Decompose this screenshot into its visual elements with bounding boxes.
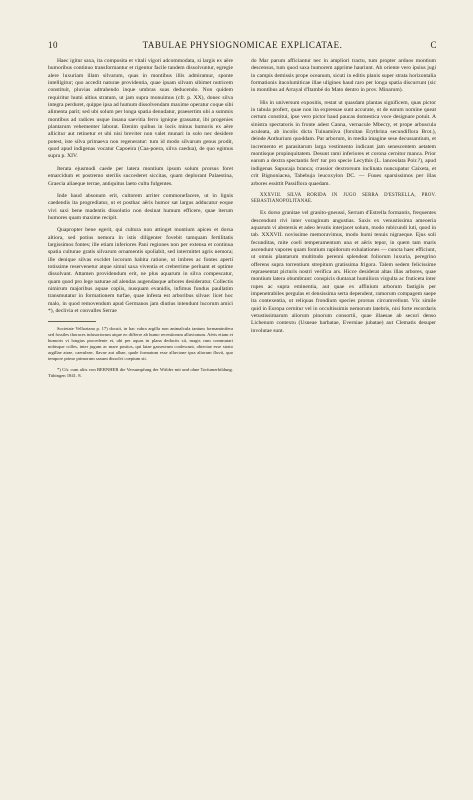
footnote: *) Cfr. cum aliis von BERNHER die Versumpfung der Wälder mit und ohne Torfumerbildung. Tübingen 1841. 8. (48, 367, 233, 379)
footnote-rule (48, 321, 96, 322)
section-heading: XXXVIII. SILVA RORIDA IN JUGO SERRA D'ESTRELLA, PROV. SEBASTIANOPOLITANAE. (251, 192, 436, 205)
paragraph: Ex dorso granitae vel granito-gneussi, Serram d'Estrella formantis, frequentes descendunt rivi inter voraginum angustias. Saxis ex venustissima ameoeria aquarum vi abstersis et adeo levatis interjacet solum, modo rubicundi luti, quod in tab. XXXVII. novissime memoravimus, modo humi tenuis nigraeque. Ejus soli fecunditas, mite coeli temperamentum una et aëris tepor, in quem tam maris ascendunt vapores quam fontium rapidorum exhalationes — cuncta haec efficiunt, ut omnis plantarum multitudo perenni splendeat foliorum luxuria, peregrino offerens supra torrentium strepitum gratissima frigora. Talem sedem felicissime repraesentat picturis nostri verifica ars. Hicce desiderat altas illas arbores, quae montium latera obumbrant: conspicis duntaxat humiliora virgulta ac fruticeta inter rupes ac supra eminentia, aut quae ex affinium arborum fastigiis per impenetrabiles pergulas et densissima serta dependent, ramorum compagem saepe ita contexentia, ut reliquas frondium species prorsus circumveliunt. Vix simile quid in Europa cernitur vel in occultissimis nemorum latebris, nisi forte recordaris vetustissimarum aliorum pinorum consortii, quae illaesae ab securi denso Lichenum contextu (Usneae barbatae, Everniae jubatae) aut Clematis desuper involutae sunt. (251, 210, 436, 334)
footnote: Societate Velloziana p. 17) docuit, in hac rubra argilla non animalcula tantum formaminifera sed fossiles thoraces infusoriorum atque eo differre ab humo recentiorum alluvionum. Aëris etiam et humoris vi longius procedente et, ubi per aquas in plana deductis sit, magis cum commutari nobisque colles, inter jugum ac mare positos, qui latae gasseorum coalescunt, obtectae esse strato argillae atrae, caeruleae, flavae aut albae, quale formatum esse alluvione ipsa aliorum fluvii, quo tempore primo primorum saxum dissolvi coeptum sit. (48, 326, 233, 362)
page-number: 10 (48, 40, 58, 50)
left-column (48, 58, 233, 384)
signature-mark: C (430, 40, 437, 50)
paragraph: His in universum expositis, restat ut quasdam plantas significem, quas pictor in tabula profert, quae non ita expressae sunt accurate, ut de earum nomine queat certum constitui, ipse vero pictor haud paucas domestica voce designare potuit. A sinistra spectatoris in fronte adest Canna, vernacule Mbecry, et prope arbuscula aculeata, ab incolis dicta Tuinamüva (forsitan Erythrina secundiflora Brot.), deinde Anthurium quoddam. Par arborum, in media imagine sese decussantium, et incremento et parasitarum larga vestimento indicant jam senescentem aetatem montisque propinquitatem. Desunt rami inferiores et corona cernitur manca. Prior earum a dextra spectantis fert' tur pro specie Lecythis (L. lanceolata Poir.?), apud indigenas Sapucaja branca; crassior dextrorsum inclinata nuncupatur Caixeta, et crit Bignoniacea, Tabebuja leucoxylon DC. — Fuues sparsissimos per illas arbores essittit Passiflora quaedam. (251, 99, 436, 187)
paragraph: Inde haud absonum erit, cultorem arriter commonefacere, ut in lignis caedendis ita progrediatur, ut et posthac aëris humor sat largus adducatur eoque vivi saxi bene madentis dissolutio non desinat humum efficere, quae iterum humores quam maxime recipit. (48, 192, 233, 221)
right-column (251, 58, 436, 340)
paragraph: Haec igitur saxa, ita composita et vitali vigori adcommodata, si largis ex aëre humoribus continuo transformantur et rigentur facile tandem dissolvuntur, egregie alere luxuriam illam silvarum, quas in montibus illis admiramur, sponte intelligitur; quo accedit naturae providentia, quae ipsam silvam sibimet nutricem constituit, pluvias adtrahendo inque umbras suas deducendo. Non quidem requiritur humi altius stratum, ut jam supra monuimus (cfr. p. XX), donec silva integra perduret, quippe ipsa ad humum dissolvendam maxime operatur coque sibi alimenta parit; sed ubi solum per longa spatia denudatur, praesertim ubi a summis montibus ad radices usque insana saevitia ferro igniqne grassatur, ibi progenies plantarum vehementer laborat. Etenim quibus in locis minus humoris ex aëre allicitur aut retinetur et ubi nisi breviter non valet munari in solo nec desidere potest, iste silva primaeva non regeneratur: tum id modo silvarum genus prodit, quod apud indigenas vocatur Capoeira (Caa-poera, silva caedua), de quo egimus supra p. XIV. (48, 58, 234, 160)
running-header (48, 40, 437, 52)
paragraph: do Mar parum afficiantur nec in ampliori tractu, tum propter arduos montium descensus, tum quod saxa humorem apprime hauriunt. Ab oriente vero ipsius jugi in campis demissis prope oceanum, sicuti in editis planis super strata horizontalia formationis itacolumiticae illae uligines haud raro per longa spatia discurrunt (sic in montibus ad Arrayal d'Itambé do Mato dentro in prov. Minarum). (251, 58, 436, 94)
header-title: TABULAE PHYSIOGNOMICAE EXPLICATAE. (142, 40, 343, 50)
paragraph: Quapropter bene egerit, qui cultura non attinget montium apices et dorsa altiora, sed potius nemora in istis diligenter fovebit tamquam fertilitatis largissimos fontes; ille etiam inferiores Pani regiones non per extensa et continua spatia culturae gratis silvarum ornamentis spoliabit, sed intermittet agris nemora; ille denique silvas excidet locorum habita ratione, ut imbres ac fontes aperti totissime reservenetur atque simul saxa viventia et creberrime perluant et optime dissolvant. Attamen providendum erit, ne plus aquarum in silva compescatur, quam quod pro lege naturae ad alendas augendasque arbores desideratur. Collectis nimirum majoribus aquae copiis, nusquam evanidis, infimus fundus paullatim transmutatur in formationem turfae, quae infesta est arboribus silvae: licet hoc malo, in quod removendum apud Germanos jam diutius intendunt lucorum amici *), declivia et convalles Serrae (48, 227, 233, 314)
paragraph: Iterata ejusmodi caede per latera montium ipsum solum prorsus foret emarcidum et postremo sterilis succederet siccitas, quam deplorant Palaestina, Graecia aliaeque terrae, antiquitus laeto cultu fulgentes. (48, 165, 233, 187)
